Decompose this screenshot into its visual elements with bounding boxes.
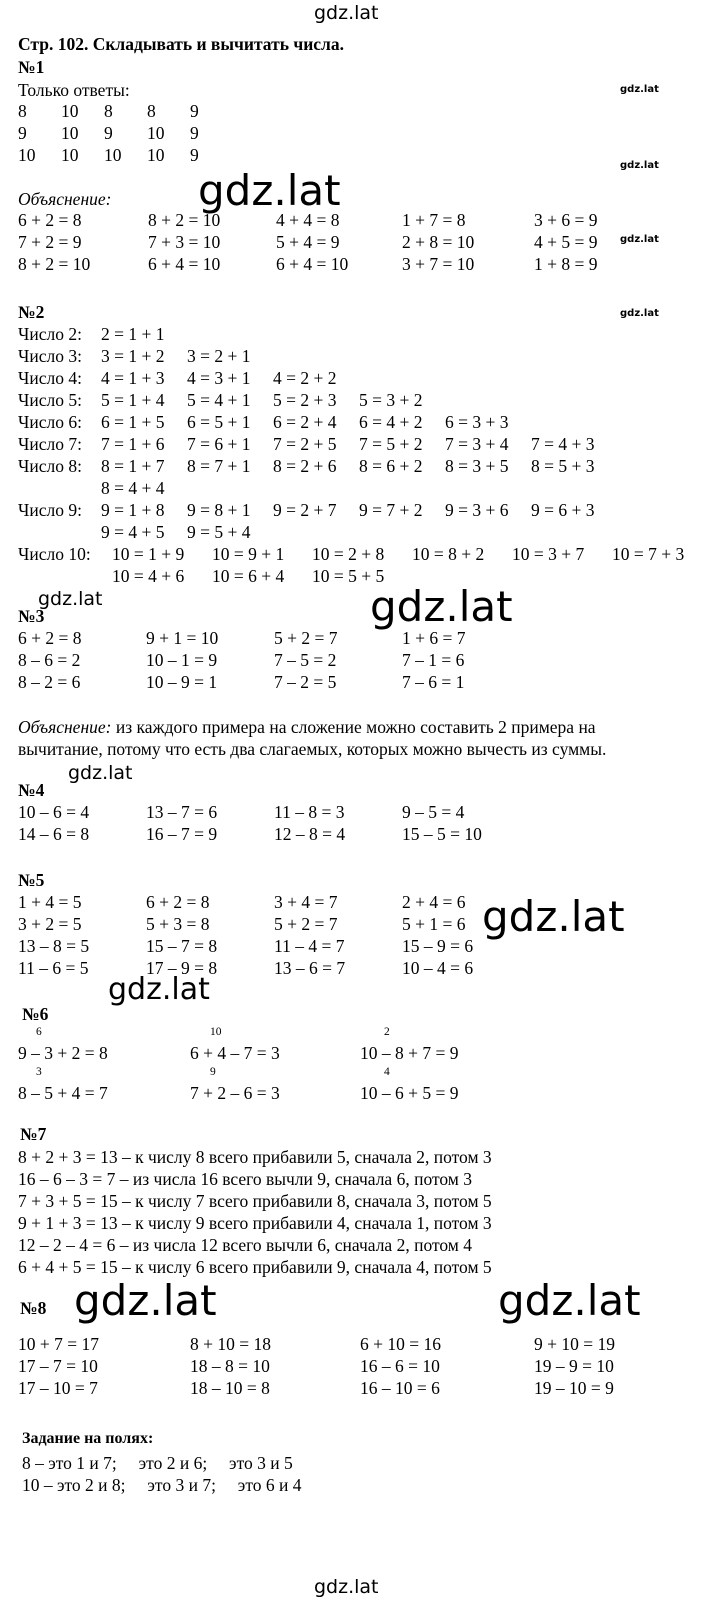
- task2-item: 3 = 2 + 1: [187, 346, 251, 366]
- task1-answer-cell: 9: [18, 123, 27, 143]
- task6-expression: 7 + 2 – 6 = 3: [190, 1083, 280, 1103]
- watermark-large: gdz.lat: [74, 1276, 217, 1325]
- task1-equation-cell: 4 + 4 = 8: [276, 210, 340, 230]
- task5-equation-cell: 5 + 3 = 8: [146, 914, 210, 934]
- task1-equation-cell: 3 + 7 = 10: [402, 254, 475, 274]
- task2-item: 5 = 2 + 3: [273, 390, 337, 410]
- task5-equation-cell: 5 + 2 = 7: [274, 914, 338, 934]
- task1-equation-cell: 8 + 2 = 10: [18, 254, 91, 274]
- task6-expression: 9 – 3 + 2 = 8: [18, 1043, 108, 1063]
- task1-answer-cell: 9: [190, 123, 199, 143]
- task8-heading: №8: [20, 1298, 47, 1318]
- task8-equation-cell: 17 – 7 = 10: [18, 1356, 98, 1376]
- task1-equation-cell: 5 + 4 = 9: [276, 232, 340, 252]
- task7-line: 16 – 6 – 3 = 7 – из числа 16 всего вычли 9, сначала 6, потом 3: [18, 1169, 472, 1189]
- task6-expression: 10 – 6 + 5 = 9: [360, 1083, 459, 1103]
- task2-item: 7 = 2 + 5: [273, 434, 337, 454]
- task2-item: 4 = 1 + 3: [101, 368, 165, 388]
- task2-item: 10 = 8 + 2: [412, 544, 485, 564]
- task2-item: 6 = 3 + 3: [445, 412, 509, 432]
- watermark-large: gdz.lat: [370, 582, 513, 631]
- task3-equation-cell: 7 – 5 = 2: [274, 650, 337, 670]
- task2-number-label: Число 8:: [18, 456, 82, 476]
- task6-superscript: 4: [384, 1066, 390, 1078]
- task3-equation-cell: 6 + 2 = 8: [18, 628, 82, 648]
- task1-equation-cell: 2 + 8 = 10: [402, 232, 475, 252]
- watermark-small: gdz.lat: [620, 308, 659, 319]
- task3-explanation: [18, 716, 596, 738]
- task2-number-label: Число 6:: [18, 412, 82, 432]
- task8-equation-cell: 10 + 7 = 17: [18, 1334, 99, 1354]
- task3-equation-cell: 9 + 1 = 10: [146, 628, 219, 648]
- margin-task-heading: Задание на полях:: [22, 1430, 154, 1447]
- task2-item: 8 = 1 + 7: [101, 456, 165, 476]
- watermark-bottom: gdz.lat: [314, 1576, 379, 1598]
- task3-explanation-line2: вычитание, потому что есть два слагаемых, которых можно вычесть из суммы.: [18, 739, 607, 759]
- task2-item: 2 = 1 + 1: [101, 324, 165, 344]
- task2-item: 9 = 3 + 6: [445, 500, 509, 520]
- task1-equation-cell: 7 + 2 = 9: [18, 232, 82, 252]
- task3-equation-cell: 7 – 1 = 6: [402, 650, 465, 670]
- task5-equation-cell: 1 + 4 = 5: [18, 892, 82, 912]
- task4-equation-cell: 13 – 7 = 6: [146, 802, 218, 822]
- task2-item: 10 = 5 + 5: [312, 566, 385, 586]
- task2-item: 9 = 8 + 1: [187, 500, 251, 520]
- task1-equation-cell: 3 + 6 = 9: [534, 210, 598, 230]
- task3-explanation-label: Объяснение:: [18, 717, 112, 737]
- task5-equation-cell: 5 + 1 = 6: [402, 914, 466, 934]
- task8-equation-cell: 18 – 8 = 10: [190, 1356, 270, 1376]
- task1-answer-cell: 8: [104, 101, 113, 121]
- task6-heading: №6: [22, 1004, 49, 1024]
- task4-equation-cell: 10 – 6 = 4: [18, 802, 90, 822]
- task2-number-label: Число 7:: [18, 434, 82, 454]
- task8-equation-cell: 8 + 10 = 18: [190, 1334, 271, 1354]
- watermark-small: gdz.lat: [620, 160, 659, 171]
- task4-equation-cell: 15 – 5 = 10: [402, 824, 482, 844]
- task2-item: 5 = 1 + 4: [101, 390, 165, 410]
- watermark-top: gdz.lat: [314, 2, 379, 24]
- task3-equation-cell: 7 – 2 = 5: [274, 672, 337, 692]
- task4-equation-cell: 14 – 6 = 8: [18, 824, 90, 844]
- task1-answer-cell: 10: [104, 145, 122, 165]
- task4-equation-cell: 11 – 8 = 3: [274, 802, 345, 822]
- task1-answer-cell: 8: [147, 101, 156, 121]
- task2-item: 7 = 1 + 6: [101, 434, 165, 454]
- task5-equation-cell: 10 – 4 = 6: [402, 958, 474, 978]
- task3-equation-cell: 10 – 9 = 1: [146, 672, 218, 692]
- task2-item: 10 = 3 + 7: [512, 544, 585, 564]
- task2-item: 9 = 6 + 3: [531, 500, 595, 520]
- task2-item: 4 = 2 + 2: [273, 368, 337, 388]
- task8-equation-cell: 18 – 10 = 8: [190, 1378, 270, 1398]
- task5-equation-cell: 11 – 6 = 5: [18, 958, 89, 978]
- task1-equation-cell: 7 + 3 = 10: [148, 232, 221, 252]
- task1-answer-cell: 10: [61, 101, 79, 121]
- task2-item: 8 = 6 + 2: [359, 456, 423, 476]
- task2-item: 9 = 2 + 7: [273, 500, 337, 520]
- task2-item: 6 = 4 + 2: [359, 412, 423, 432]
- task8-equation-cell: 9 + 10 = 19: [534, 1334, 615, 1354]
- task4-equation-cell: 12 – 8 = 4: [274, 824, 346, 844]
- watermark-small: gdz.lat: [620, 84, 659, 95]
- watermark-large: gdz.lat: [198, 166, 341, 215]
- task2-heading: №2: [18, 302, 45, 322]
- task3-equation-cell: 10 – 1 = 9: [146, 650, 218, 670]
- task2-item: 10 = 9 + 1: [212, 544, 285, 564]
- task6-expression: 6 + 4 – 7 = 3: [190, 1043, 280, 1063]
- task2-item: 6 = 2 + 4: [273, 412, 337, 432]
- task2-item: 5 = 3 + 2: [359, 390, 423, 410]
- task4-equation-cell: 16 – 7 = 9: [146, 824, 218, 844]
- task6-superscript: 2: [384, 1026, 390, 1038]
- task1-equation-cell: 8 + 2 = 10: [148, 210, 221, 230]
- task2-number-label: Число 2:: [18, 324, 82, 344]
- task2-item: 8 = 7 + 1: [187, 456, 251, 476]
- task2-item: 9 = 1 + 8: [101, 500, 165, 520]
- task1-intro: Только ответы:: [18, 80, 130, 100]
- task1-equation-cell: 4 + 5 = 9: [534, 232, 598, 252]
- watermark-medium: gdz.lat: [68, 762, 133, 784]
- task5-heading: №5: [18, 870, 45, 890]
- task1-equation-cell: 6 + 4 = 10: [148, 254, 221, 274]
- task2-item: 4 = 3 + 1: [187, 368, 251, 388]
- task1-equation-cell: 1 + 8 = 9: [534, 254, 598, 274]
- task6-expression: 8 – 5 + 4 = 7: [18, 1083, 108, 1103]
- task3-explanation-text: из каждого примера на сложение можно составить 2 примера на: [111, 717, 596, 737]
- task4-heading: №4: [18, 780, 45, 800]
- task2-item: 10 = 6 + 4: [212, 566, 285, 586]
- watermark-large: gdz.lat: [482, 892, 625, 941]
- task5-equation-cell: 15 – 9 = 6: [402, 936, 474, 956]
- task8-equation-cell: 16 – 6 = 10: [360, 1356, 440, 1376]
- task7-line: 12 – 2 – 4 = 6 – из числа 12 всего вычли 6, сначала 2, потом 4: [18, 1235, 472, 1255]
- task2-item: 10 = 2 + 8: [312, 544, 385, 564]
- task6-superscript: 6: [36, 1026, 42, 1038]
- task1-answer-cell: 10: [61, 123, 79, 143]
- task1-answer-cell: 8: [18, 101, 27, 121]
- task1-answer-cell: 10: [147, 145, 165, 165]
- task2-item: 8 = 4 + 4: [101, 478, 165, 498]
- task6-expression: 10 – 8 + 7 = 9: [360, 1043, 459, 1063]
- task5-equation-cell: 11 – 4 = 7: [274, 936, 345, 956]
- task2-item: 9 = 7 + 2: [359, 500, 423, 520]
- task4-equation-cell: 9 – 5 = 4: [402, 802, 465, 822]
- task3-equation-cell: 8 – 2 = 6: [18, 672, 81, 692]
- task2-item: 6 = 1 + 5: [101, 412, 165, 432]
- task8-equation-cell: 6 + 10 = 16: [360, 1334, 441, 1354]
- task5-equation-cell: 15 – 7 = 8: [146, 936, 218, 956]
- task5-equation-cell: 13 – 8 = 5: [18, 936, 90, 956]
- task1-answer-cell: 10: [18, 145, 36, 165]
- watermark-large: gdz.lat: [108, 972, 210, 1007]
- task6-superscript: 9: [210, 1066, 216, 1078]
- task1-answer-cell: 9: [190, 101, 199, 121]
- task7-line: 8 + 2 + 3 = 13 – к числу 8 всего прибавили 5, сначала 2, потом 3: [18, 1147, 492, 1167]
- task6-superscript: 3: [36, 1066, 42, 1078]
- task2-item: 7 = 4 + 3: [531, 434, 595, 454]
- task2-item: 10 = 7 + 3: [612, 544, 685, 564]
- task2-number-label: Число 10:: [18, 544, 91, 564]
- task2-item: 10 = 4 + 6: [112, 566, 185, 586]
- task1-answer-cell: 9: [104, 123, 113, 143]
- task7-heading: №7: [20, 1124, 47, 1144]
- task2-item: 9 = 5 + 4: [187, 522, 251, 542]
- task1-explanation-label: Объяснение:: [18, 189, 112, 209]
- task2-item: 8 = 3 + 5: [445, 456, 509, 476]
- task3-equation-cell: 1 + 6 = 7: [402, 628, 466, 648]
- task5-equation-cell: 2 + 4 = 6: [402, 892, 466, 912]
- task2-item: 8 = 2 + 6: [273, 456, 337, 476]
- task3-equation-cell: 5 + 2 = 7: [274, 628, 338, 648]
- task7-line: 9 + 1 + 3 = 13 – к числу 9 всего прибавили 4, сначала 1, потом 3: [18, 1213, 492, 1233]
- task3-equation-cell: 7 – 6 = 1: [402, 672, 465, 692]
- task2-number-label: Число 5:: [18, 390, 82, 410]
- task2-item: 7 = 3 + 4: [445, 434, 509, 454]
- task1-equation-cell: 6 + 2 = 8: [18, 210, 82, 230]
- task2-number-label: Число 4:: [18, 368, 82, 388]
- task2-item: 9 = 4 + 5: [101, 522, 165, 542]
- task1-equation-cell: 6 + 4 = 10: [276, 254, 349, 274]
- task2-item: 8 = 5 + 3: [531, 456, 595, 476]
- task1-equation-cell: 1 + 7 = 8: [402, 210, 466, 230]
- margin-task-line2: 10 – это 2 и 8; это 3 и 7; это 6 и 4: [22, 1475, 302, 1495]
- task2-item: 6 = 5 + 1: [187, 412, 251, 432]
- watermark-small: gdz.lat: [620, 234, 659, 245]
- task5-equation-cell: 13 – 6 = 7: [274, 958, 346, 978]
- task5-equation-cell: 17 – 9 = 8: [146, 958, 218, 978]
- task1-answer-cell: 9: [190, 145, 199, 165]
- task2-item: 10 = 1 + 9: [112, 544, 185, 564]
- task2-item: 7 = 5 + 2: [359, 434, 423, 454]
- task1-heading: №1: [18, 57, 45, 77]
- task3-equation-cell: 8 – 6 = 2: [18, 650, 81, 670]
- task2-item: 5 = 4 + 1: [187, 390, 251, 410]
- task3-heading: №3: [18, 606, 45, 626]
- task2-number-label: Число 3:: [18, 346, 82, 366]
- task8-equation-cell: 19 – 10 = 9: [534, 1378, 614, 1398]
- task2-item: 7 = 6 + 1: [187, 434, 251, 454]
- task5-equation-cell: 6 + 2 = 8: [146, 892, 210, 912]
- task6-superscript: 10: [210, 1026, 222, 1038]
- task5-equation-cell: 3 + 4 = 7: [274, 892, 338, 912]
- task8-equation-cell: 19 – 9 = 10: [534, 1356, 614, 1376]
- task2-number-label: Число 9:: [18, 500, 82, 520]
- task5-equation-cell: 3 + 2 = 5: [18, 914, 82, 934]
- page-title: Стр. 102. Складывать и вычитать числа.: [18, 34, 344, 54]
- task7-line: 6 + 4 + 5 = 15 – к числу 6 всего прибавили 9, сначала 4, потом 5: [18, 1257, 492, 1277]
- task2-item: 3 = 1 + 2: [101, 346, 165, 366]
- task1-answer-cell: 10: [147, 123, 165, 143]
- task1-answer-cell: 10: [61, 145, 79, 165]
- margin-task-line1: 8 – это 1 и 7; это 2 и 6; это 3 и 5: [22, 1453, 293, 1473]
- watermark-large: gdz.lat: [498, 1276, 641, 1325]
- task8-equation-cell: 17 – 10 = 7: [18, 1378, 98, 1398]
- task8-equation-cell: 16 – 10 = 6: [360, 1378, 440, 1398]
- watermark-medium: gdz.lat: [38, 588, 103, 610]
- task7-line: 7 + 3 + 5 = 15 – к числу 7 всего прибавили 8, сначала 3, потом 5: [18, 1191, 492, 1211]
